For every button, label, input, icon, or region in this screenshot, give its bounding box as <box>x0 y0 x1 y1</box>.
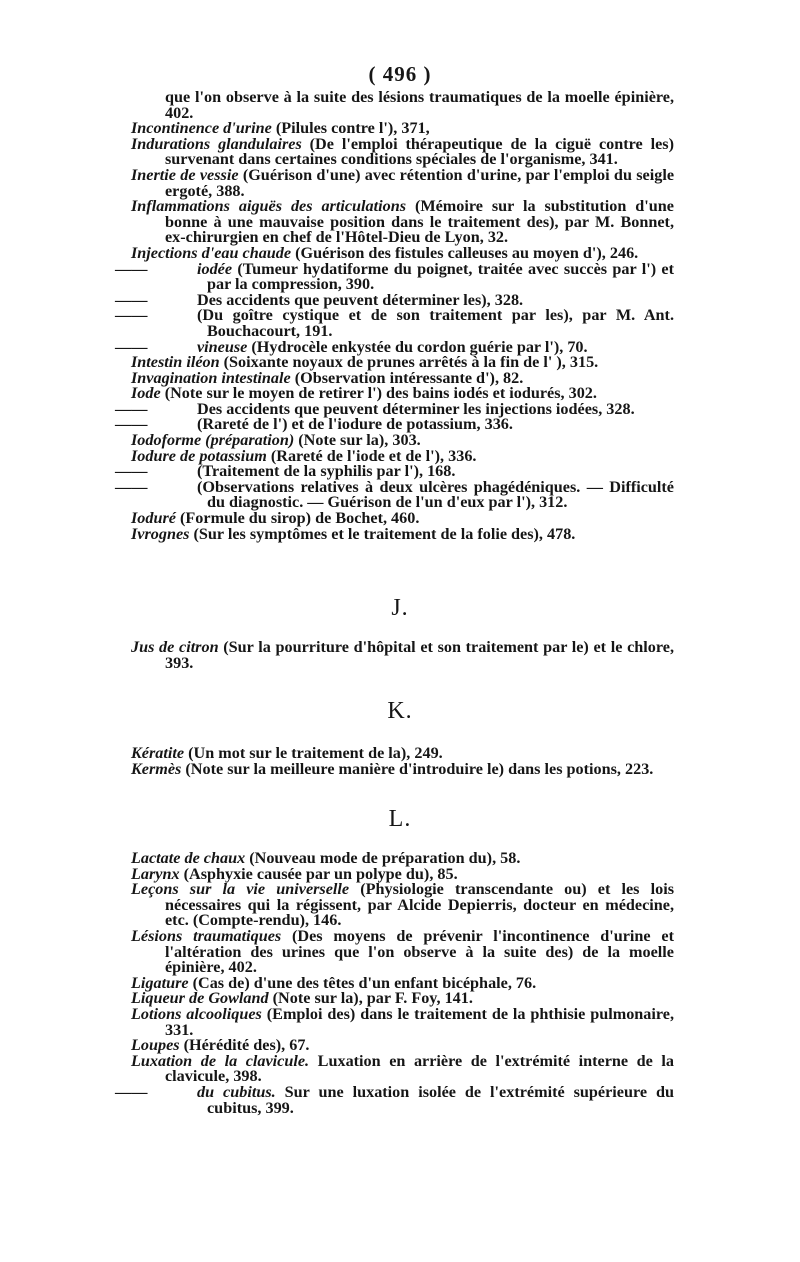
entry-text: (Observation intéressante d'), 82. <box>294 368 524 387</box>
entry-heading: iodée <box>197 259 233 278</box>
index-entry <box>0 1082 800 1117</box>
index-entry <box>0 926 800 977</box>
entry-text: (Cas de) d'une des têtes d'un enfant bicéphale, 76. <box>192 973 537 992</box>
entry-heading: Iodure de potassium <box>131 446 267 465</box>
entry-text: (Mémoire sur la substitution d'une bonne à une mauvaise position dans le traitement des), par M. Bonnet, ex-chirurgien en chef de l'Hôtel-Dieu de Lyon, 32. <box>165 197 674 247</box>
entry-text: (Sur les symptômes et le traitement de la folie des), 478. <box>193 524 576 543</box>
entry-heading: Ioduré <box>131 509 176 528</box>
entry-text: (Des moyens de prévenir l'incontinence d'urine et l'altération des urines que l'on observe à la suite des) de la moelle épinière, 402. <box>165 926 675 977</box>
entry-text: (Pilules contre l'), 371, <box>275 119 430 138</box>
entry-text: (Un mot sur le traitement de la), 249. <box>188 744 443 762</box>
index-entry <box>0 759 800 778</box>
entry-text: (Note sur la), 303. <box>298 431 421 450</box>
entry-heading: Intestin iléon <box>131 353 220 372</box>
entry-heading: Inertie de vessie <box>131 165 239 184</box>
entry-text: (Guérison des fistules calleuses au moyen d'), 246. <box>295 243 639 262</box>
ditto-dash: —— <box>115 477 148 496</box>
index-entry <box>0 1004 800 1039</box>
ditto-dash: —— <box>115 290 148 309</box>
entry-heading: Iodoforme (préparation) <box>131 431 295 450</box>
entry-text: (Hérédité des), 67. <box>183 1036 310 1055</box>
entry-text: (Du goître cystique et de son traitement par les), par M. Ant. Bouchacourt, 191. <box>197 306 674 340</box>
entry-heading: Larynx <box>131 864 180 883</box>
index-entry <box>0 308 800 339</box>
entry-heading: Jus de citron <box>131 638 219 656</box>
entry-text: (Note sur la meilleure manière d'introduire le) dans les potions, 223. <box>185 759 654 778</box>
entry-heading: Indurations glandulaires <box>131 134 302 153</box>
index-block-j <box>0 640 800 671</box>
entry-text: (Soixante noyaux de prunes arrêtés à la fin de l' ), 315. <box>223 353 599 372</box>
index-entry <box>0 882 800 929</box>
entry-heading: Kératite <box>131 744 185 762</box>
entry-text: Sur une luxation isolée de l'extrémité supérieure du cubitus, 399. <box>207 1082 674 1117</box>
entry-heading: Lotions alcooliques <box>131 1004 262 1023</box>
entry-text: (Note sur la), par F. Foy, 141. <box>272 989 473 1008</box>
entry-text: (Asphyxie causée par un polype du), 85. <box>183 864 458 883</box>
entry-heading: vineuse <box>197 337 248 356</box>
section-letter-l: L. <box>388 806 412 832</box>
index-entry <box>0 259 800 294</box>
entry-heading: Lésions traumatiques <box>131 926 282 945</box>
entry-text: Luxation en arrière de l'extrémité interne de la clavicule, 398. <box>165 1051 674 1086</box>
entry-text: (Physiologie transcendante ou) et les lois nécessaires qui la régissent, par Alcide Depierris, docteur en médecine, etc. (Compte-rendu), 146. <box>165 880 674 930</box>
index-block-i <box>0 90 800 542</box>
entry-heading: Liqueur de Gowland <box>131 989 269 1008</box>
entry-text: Des accidents que peuvent déterminer les), 328. <box>197 290 524 309</box>
section-letter-j: J. <box>391 595 409 621</box>
entry-text: que l'on observe à la suite des lésions traumatiques de la moelle épinière, 402. <box>165 88 674 122</box>
index-entry <box>0 524 800 543</box>
entry-text: (Note sur le moyen de retirer l') des bains iodés et iodurés, 302. <box>164 384 597 403</box>
entry-heading: Loupes <box>131 1036 180 1055</box>
index-entry <box>0 640 800 671</box>
index-entry <box>0 477 800 512</box>
entry-heading: Inflammations aiguës des articulations <box>131 197 407 216</box>
ditto-dash: —— <box>115 306 148 325</box>
index-entry <box>0 1051 800 1086</box>
ditto-dash: —— <box>115 462 148 481</box>
entry-heading: Ivrognes <box>131 524 190 543</box>
entry-text: (Rareté de l'iode et de l'), 336. <box>270 446 477 465</box>
entry-text: (Hydrocèle enkystée du cordon guérie par l'), 70. <box>251 337 588 356</box>
entry-heading: Invagination intestinale <box>131 368 291 387</box>
entry-heading: Iode <box>131 384 161 403</box>
index-entry <box>0 199 800 246</box>
entry-heading: Injections d'eau chaude <box>131 243 292 262</box>
entry-text: (Guérison d'une) avec rétention d'urine, par l'emploi du seigle ergoté, 388. <box>165 165 675 200</box>
entry-text: (Formule du sirop) de Bochet, 460. <box>180 509 420 528</box>
index-entry <box>0 165 800 200</box>
index-block-l <box>0 851 800 1116</box>
entry-heading: Incontinence d'urine <box>131 119 272 138</box>
section-letter-k: K. <box>387 698 413 724</box>
ditto-dash: —— <box>115 337 148 356</box>
entry-heading: du cubitus. <box>197 1082 276 1101</box>
entry-heading: Luxation de la clavicule. <box>131 1051 310 1070</box>
page-number: ( 496 ) <box>368 62 432 86</box>
entry-text: (Observations relatives à deux ulcères phagédéniques. — Difficulté du diagnostic. — Guérison de l'un d'eux par l'), 312. <box>197 477 674 512</box>
entry-text: (De l'emploi thérapeutique de la ciguë contre les) survenant dans certaines conditions spéciales de l'organisme, 341. <box>165 134 674 169</box>
entry-text: (Rareté de l') et de l'iodure de potassium, 336. <box>197 415 513 434</box>
entry-text: (Sur la pourriture d'hôpital et son traitement par le) et le chlore, 393. <box>165 638 674 672</box>
entry-heading: Ligature <box>131 973 189 992</box>
index-entry <box>0 90 800 121</box>
entry-text: (Emploi des) dans le traitement de la phthisie pulmonaire, 331. <box>165 1004 675 1039</box>
entry-heading: Leçons sur la vie universelle <box>131 880 350 899</box>
ditto-dash: —— <box>115 399 148 418</box>
index-entry <box>0 134 800 169</box>
entry-heading: Lactate de chaux <box>131 849 246 867</box>
entry-text: (Nouveau mode de préparation du), 58. <box>249 849 521 867</box>
entry-text: Des accidents que peuvent déterminer les injections iodées, 328. <box>197 399 635 418</box>
entry-text: (Traitement de la syphilis par l'), 168. <box>197 462 456 481</box>
ditto-dash: —— <box>115 415 148 434</box>
index-block-k <box>0 746 800 777</box>
ditto-dash: —— <box>115 1082 148 1101</box>
entry-text: (Tumeur hydatiforme du poignet, traitée avec succès par l') et par la compression, 390. <box>207 259 675 294</box>
ditto-dash: —— <box>115 259 148 278</box>
entry-heading: Kermès <box>131 759 182 778</box>
